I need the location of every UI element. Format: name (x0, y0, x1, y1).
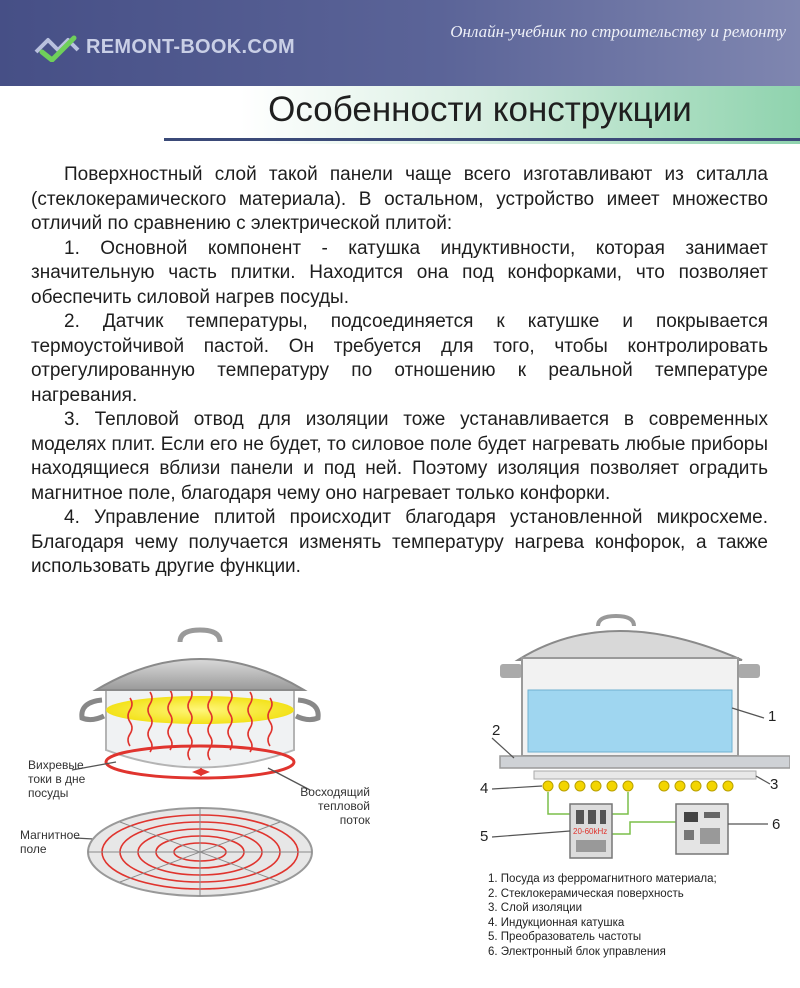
site-tagline: Онлайн-учебник по строительству и ремонту (450, 22, 786, 41)
page-title: Особенности конструкции (268, 90, 692, 129)
magnetic-field-label: Магнитное поле (20, 828, 80, 856)
site-header (0, 0, 800, 86)
legend-item: 2. Стеклокерамическая поверхность (488, 887, 684, 900)
site-logo[interactable] (34, 30, 295, 64)
intro-paragraph: Поверхностный слой такой панели чаще всего изготавливают из ситалла (стеклокерамического материала). В остальном, устройство имеет множество отличий по сравнению с электрической плитой: (31, 164, 768, 234)
legend-item: 5. Преобразователь частоты (488, 931, 642, 944)
callout-4: 4 (480, 780, 489, 797)
logo-text: REMONT-BOOK.COM (86, 35, 295, 58)
callout-2: 2 (492, 722, 501, 739)
legend-item: 3. Слой изоляции (488, 902, 583, 915)
heat-flow-label: Восходящий тепловой поток (300, 785, 370, 827)
callout-5: 5 (480, 828, 489, 845)
callout-6: 6 (772, 816, 781, 833)
legend-item: 4. Индукционная катушка (488, 916, 625, 929)
callout-1: 1 (768, 708, 777, 725)
list-item-insulation: 3. Тепловой отвод для изоляции тоже устанавливается в современных моделях плит. Если его не будет, то силовое поле будет нагревать любые приборы находящиеся вблизи панели и под ней. Поэтому изоляция позволяет оградить магнитное поле, благодаря чему оно нагревает только конфорки. (31, 409, 768, 504)
legend-item: 6. Электронный блок управления (488, 945, 666, 958)
article-body (31, 163, 768, 580)
title-underline (164, 138, 800, 141)
list-item-sensor: 2. Датчик температуры, подсоединяется к катушке и покрывается термоустойчивой пастой. Он требуется для того, чтобы контролировать отрегулированную температуру по отношению к реальной температуре нагревания. (31, 311, 768, 406)
legend-item: 1. Посуда из ферромагнитного материала; (488, 873, 717, 885)
logo-house-check-icon (34, 32, 80, 62)
schematic-legend (488, 872, 788, 960)
eddy-currents-label: Вихревые токи в дне посуды (28, 758, 86, 800)
chip-frequency-text: 20-60kHz (573, 827, 608, 836)
list-item-control: 4. Управление плитой происходит благодаря установленной микросхеме. Благодаря чему получается изменять температуру нагрева конфорок, а также использовать другие функции. (31, 507, 768, 577)
induction-principle-figure (20, 620, 380, 920)
list-item-coil: 1. Основной компонент - катушка индуктивности, которая занимает значительную часть плитки. Находится она под конфорками, что позволяет обеспечить силовой нагрев посуды. (31, 237, 768, 308)
callout-3: 3 (770, 776, 779, 793)
